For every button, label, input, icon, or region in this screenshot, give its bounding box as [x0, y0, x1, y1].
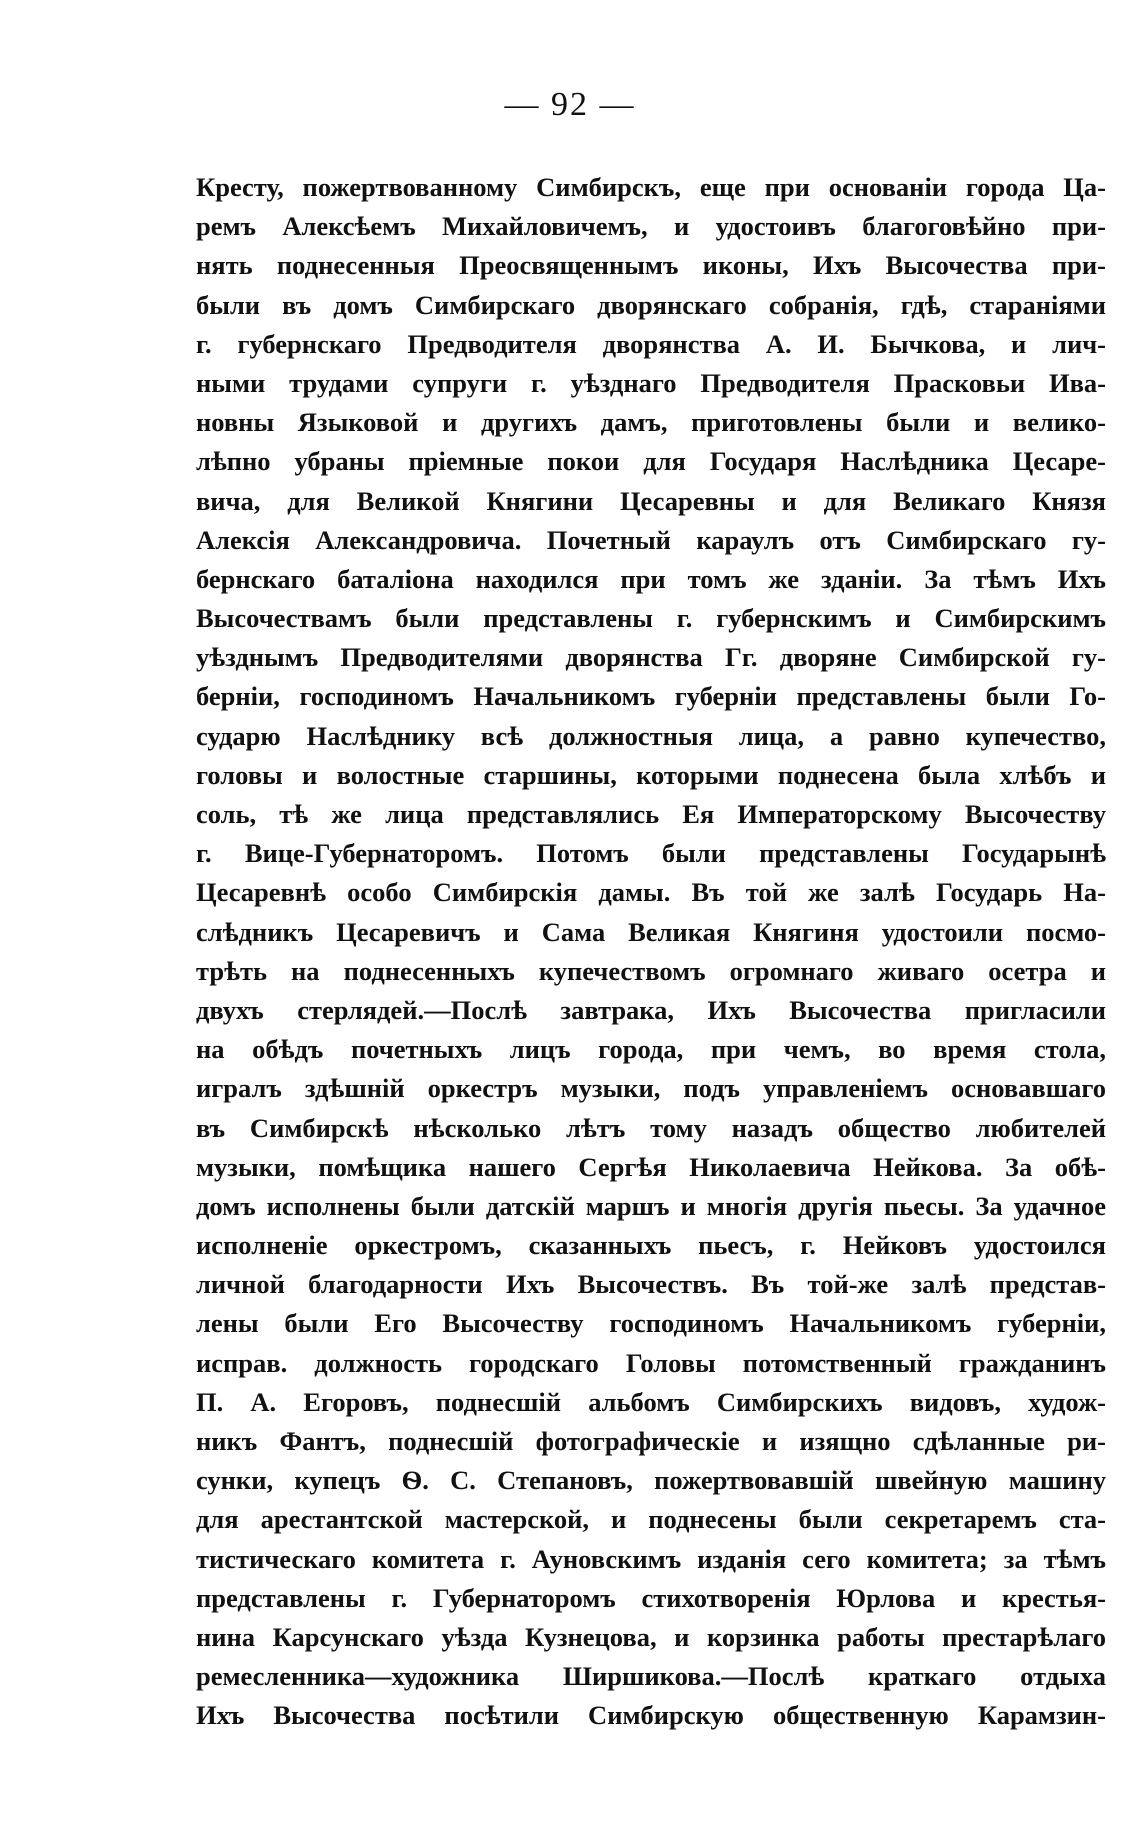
- text-line: Ихъ Высочества посѣтили Симбирскую общественную Карамзин-: [196, 1700, 1106, 1731]
- text-line: для арестантской мастерской, и поднесены были секретаремъ ста-: [196, 1504, 1106, 1535]
- text-line: головы и волостные старшины, которыми поднесена была хлѣбъ и: [196, 759, 1106, 790]
- text-line: Высочествамъ были представлены г. губернскимъ и Симбирскимъ: [196, 603, 1106, 634]
- text-line: были въ домъ Симбирскаго дворянскаго собранiя, гдѣ, стараніями: [196, 289, 1106, 320]
- text-line: лѣпно убраны прiемные покои для Государя Наслѣдника Цесаре-: [196, 446, 1106, 477]
- text-line: уѣзднымъ Предводителями дворянства Гг. дворяне Симбирской гу-: [196, 642, 1106, 673]
- text-line: г. губернскаго Предводителя дворянства А. И. Бычкова, и лич-: [196, 328, 1106, 359]
- text-line: слѣдникъ Цесаревичъ и Сама Великая Княгиня удостоили посмо-: [196, 916, 1106, 947]
- text-line: личной благодарности Ихъ Высочествъ. Въ той-же залѣ представ-: [196, 1269, 1106, 1300]
- text-line: новны Языковой и другихъ дамъ, приготовлены были и велико-: [196, 407, 1106, 438]
- text-line: соль, тѣ же лица представлялись Ея Императорскому Высочеству: [196, 799, 1106, 829]
- body-text: [196, 168, 1106, 1736]
- text-line: нина Карсунскаго уѣзда Кузнецова, и корзинка работы престарѣлаго: [196, 1621, 1106, 1652]
- text-line: ремесленника—художника Ширшикова.—Послѣ краткаго отдыха: [196, 1661, 1106, 1692]
- text-line: г. Вице-Губернаторомъ. Потомъ были представлены Государынѣ: [196, 838, 1106, 869]
- text-line: Цесаревнѣ особо Симбирскiя дамы. Въ той же залѣ Государь На-: [196, 877, 1106, 908]
- text-line: въ Симбирскѣ нѣсколько лѣтъ тому назадъ общество любителей: [196, 1112, 1106, 1143]
- text-line: домъ исполнены были датскiй маршъ и многiя другiя пьесы. За удачное: [196, 1190, 1106, 1221]
- text-line: тистическаго комитета г. Ауновскимъ изданiя сего комитета; за тѣмъ: [196, 1543, 1106, 1574]
- text-line: представлены г. Губернаторомъ стихотворенiя Юрлова и крестья-: [196, 1582, 1106, 1613]
- text-line: П. А. Егоровъ, поднесшiй альбомъ Симбирскихъ видовъ, худож-: [196, 1386, 1106, 1417]
- text-line: исправ. должность городскаго Головы потомственный гражданинъ: [196, 1347, 1106, 1378]
- text-line: вича, для Великой Княгини Цесаревны и для Великаго Князя: [196, 485, 1106, 516]
- text-line: игралъ здѣшнiй оркестръ музыки, подъ управленiемъ основавшаго: [196, 1073, 1106, 1104]
- text-line: ремъ Алексѣемъ Михайловичемъ, и удостоивъ благоговѣйно при-: [196, 211, 1106, 242]
- text-line: сударю Наслѣднику всѣ должностныя лица, а равно купечество,: [196, 720, 1106, 751]
- text-line: музыки, помѣщика нашего Сергѣя Николаевича Нейкова. За обѣ-: [196, 1151, 1106, 1182]
- text-line: бернiи, господиномъ Начальникомъ губернiи представлены были Го-: [196, 681, 1106, 712]
- text-line: ными трудами супруги г. уѣзднаго Предводителя Прасковьи Ива-: [196, 367, 1106, 398]
- text-line: никъ Фантъ, поднесшiй фотографическiе и изящно сдѣланные ри-: [196, 1426, 1106, 1456]
- text-line: на обѣдъ почетныхъ лицъ города, при чемъ, во время стола,: [196, 1034, 1106, 1065]
- text-line: исполненiе оркестромъ, сказанныхъ пьесъ, г. Нейковъ удостоился: [196, 1230, 1106, 1261]
- text-line: Алексiя Александровича. Почетный караулъ отъ Симбирскаго гу-: [196, 524, 1106, 555]
- text-line: бернскаго баталiона находился при томъ же зданiи. За тѣмъ Ихъ: [196, 563, 1106, 594]
- page-number: — 92 —: [504, 86, 636, 123]
- text-line: сунки, купецъ Ѳ. С. Степановъ, пожертвовавшiй швейную машину: [196, 1465, 1106, 1496]
- text-line: трѣть на поднесенныхъ купечествомъ огромнаго живаго осетра и: [196, 955, 1106, 986]
- text-line: Кресту, пожертвованному Симбирскъ, еще при основанiи города Ца-: [196, 172, 1106, 202]
- text-line: лены были Его Высочеству господиномъ Начальникомъ губернiи,: [196, 1308, 1106, 1339]
- text-line: двухъ стерлядей.—Послѣ завтрака, Ихъ Высочества пригласили: [196, 994, 1106, 1025]
- text-line: нять поднесенныя Преосвященнымъ иконы, Ихъ Высочества при-: [196, 250, 1106, 281]
